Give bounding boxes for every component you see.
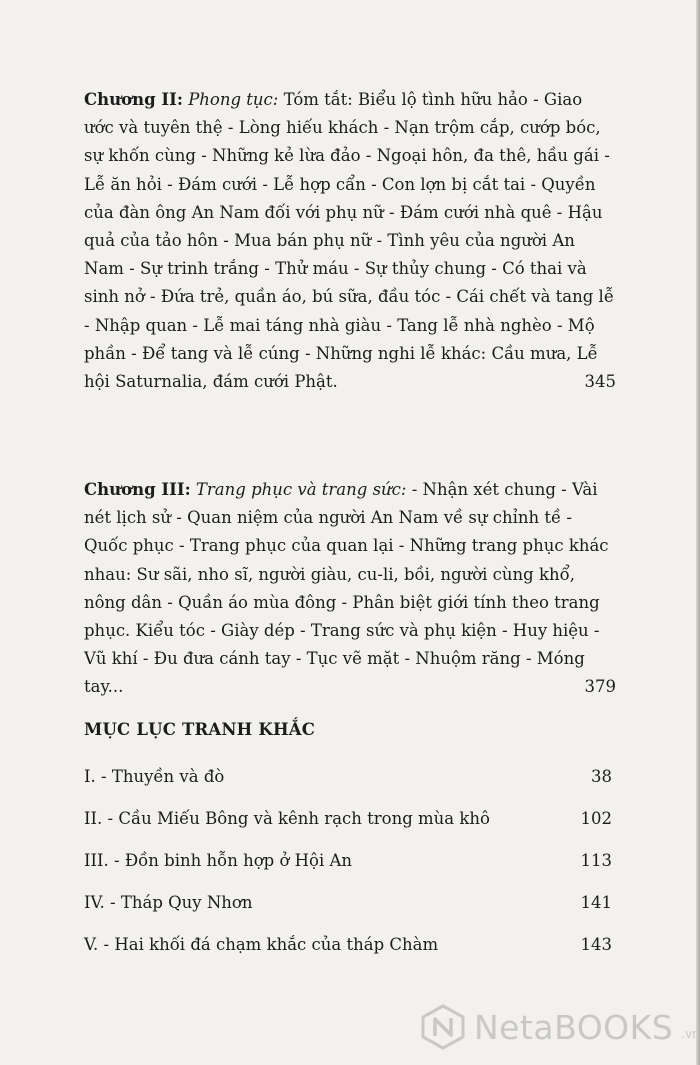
toc-chapter-3	[84, 476, 616, 702]
page-edge-shadow	[696, 0, 700, 1065]
engraving-entry-label: V. - Hai khối đá chạm khắc của tháp Chàm	[84, 935, 439, 954]
watermark-suffix: .vn	[681, 1027, 700, 1041]
watermark-brand: NetaBOOKS	[474, 1007, 674, 1047]
engravings-section-title: MỤC LỤC TRANH KHẮC	[84, 720, 316, 739]
chapter-3-title: Trang phục và trang sức:	[195, 480, 407, 499]
chapter-3-paragraph	[84, 476, 616, 702]
chapter-2-summary: Tóm tắt: Biểu lộ tình hữu hảo - Giao ước và tuyên thệ - Lòng hiếu khách - Nạn trộm cắp, cướp bóc, sự khốn cùng - Những kẻ lừa đảo - Ngoại hôn, đa thê, hầu gái - Lễ ăn hỏi - Đám cưới - Lễ hợp cẩn - Con lợn bị cắt tai - Quyền của đàn ông An Nam đối với phụ nữ - Đám cưới nhà quê - Hậu quả của tảo hôn - Mua bán phụ nữ - Tình yêu của người An Nam - Sự trinh trắng - Thử máu - Sự thủy chung - Có thai và sinh nở - Đứa trẻ, quần áo, bú sữa, đầu tóc - Cái chết và tang lễ - Nhập quan - Lễ mai táng nhà giàu - Tang lễ nhà nghèo - Mộ phần - Để tang và lễ cúng - Những nghi lễ khác: Cầu mưa, Lễ hội Saturnalia, đám cưới Phật.	[84, 90, 614, 392]
engraving-entry	[84, 808, 612, 830]
engraving-entry-label: IV. - Tháp Quy Nhơn	[84, 893, 253, 912]
chapter-2-label: Chương II:	[84, 90, 183, 109]
engraving-entry-page: 102	[580, 809, 612, 828]
toc-chapter-2	[84, 86, 616, 396]
engraving-entry-label: II. - Cầu Miếu Bông và kênh rạch trong mùa khô	[84, 809, 490, 828]
netabooks-logo-icon	[420, 1004, 466, 1050]
engraving-entry-page: 143	[580, 935, 612, 954]
engraving-entry-page: 113	[580, 851, 612, 870]
chapter-3-page-number: 379	[584, 677, 616, 697]
engraving-entry-page: 141	[580, 893, 612, 912]
engraving-entry	[84, 892, 612, 914]
engraving-entry-label: I. - Thuyền và đò	[84, 767, 225, 786]
chapter-2-title: Phong tục:	[188, 90, 279, 109]
netabooks-watermark	[420, 1000, 700, 1054]
chapter-3-label: Chương III:	[84, 480, 191, 499]
chapter-3-summary: - Nhận xét chung - Vài nét lịch sử - Quan niệm của người An Nam về sự chỉnh tề - Quốc phục - Trang phục của quan lại - Những trang phục khác nhau: Sư sãi, nho sĩ, người giàu, cu-li, bồi, người cùng khổ, nông dân - Quần áo mùa đông - Phân biệt giới tính theo trang phục. Kiểu tóc - Giày dép - Trang sức và phụ kiện - Huy hiệu - Vũ khí - Đu đưa cánh tay - Tục vẽ mặt - Nhuộm răng - Móng tay...	[84, 480, 609, 697]
chapter-2-page-number: 345	[584, 372, 616, 392]
engraving-entry	[84, 934, 612, 956]
engraving-entry-page: 38	[591, 767, 612, 786]
engraving-entry-label: III. - Đồn binh hỗn hợp ở Hội An	[84, 851, 353, 870]
engraving-entry	[84, 850, 612, 872]
engraving-entry	[84, 766, 612, 788]
chapter-2-paragraph	[84, 86, 616, 396]
